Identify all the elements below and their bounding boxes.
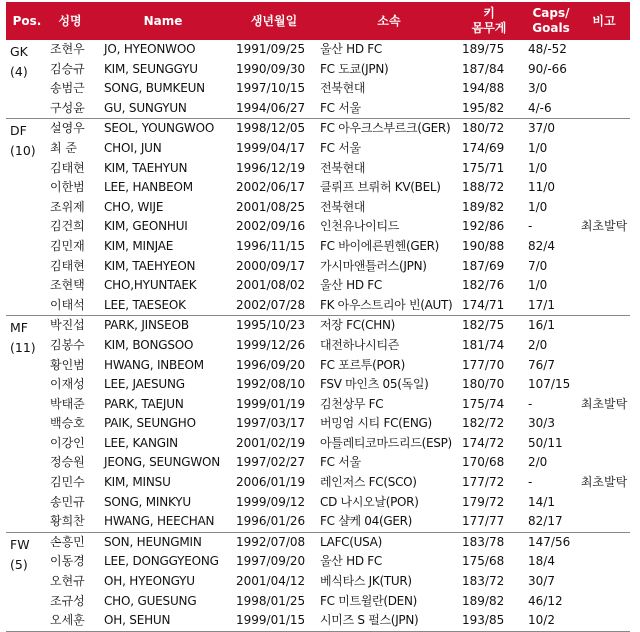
table-row <box>6 375 630 395</box>
player-height-weight: 187/84 <box>462 61 505 76</box>
player-dob: 2001/04/12 <box>236 574 306 589</box>
player-height-weight: 182/76 <box>462 278 505 293</box>
player-club: FC 바이에른뮌헨(GER) <box>320 238 440 253</box>
player-club: 대전하나시티즌 <box>320 337 400 352</box>
player-name-kr: 이동경 <box>50 554 85 569</box>
table-row <box>6 217 630 237</box>
player-caps-goals: 16/1 <box>528 318 555 333</box>
player-club: 울산 HD FC <box>320 42 382 56</box>
player-club: 가시마앤틀러스(JPN) <box>320 258 427 273</box>
player-caps-goals: 76/7 <box>528 357 555 372</box>
player-name-en: OH, HYEONGYU <box>104 574 195 589</box>
player-name-kr: 오현규 <box>50 574 85 589</box>
player-height-weight: 179/72 <box>462 494 505 509</box>
player-dob: 2006/01/19 <box>236 475 306 490</box>
player-club: FC 서울 <box>320 455 361 470</box>
table-row <box>6 257 630 277</box>
player-name-kr: 이한범 <box>50 180 85 195</box>
table-row <box>6 592 630 612</box>
header-club: 소속 <box>377 13 401 28</box>
player-name-kr: 이재성 <box>50 377 85 392</box>
player-height-weight: 175/71 <box>462 160 505 175</box>
player-height-weight: 181/74 <box>462 337 505 352</box>
player-height-weight: 189/75 <box>462 42 505 56</box>
table-row <box>6 276 630 296</box>
table-row <box>6 512 630 532</box>
player-name-en: KIM, MINJAE <box>104 238 174 253</box>
player-name-en: KIM, SEUNGGYU <box>104 61 198 76</box>
player-dob: 2001/08/02 <box>236 278 306 293</box>
player-name-kr: 구성윤 <box>50 100 85 115</box>
player-dob: 1998/12/05 <box>236 121 306 136</box>
player-name-en: KIM, TAEHYEON <box>104 258 196 273</box>
player-club: FC 포르투(POR) <box>320 357 405 372</box>
player-caps-goals: 7/0 <box>528 258 548 273</box>
player-dob: 2002/06/17 <box>236 180 306 195</box>
player-caps-goals: 30/3 <box>528 416 555 431</box>
player-name-en: JO, HYEONWOO <box>104 42 196 56</box>
table-row <box>6 533 630 553</box>
table-row <box>6 178 630 198</box>
table-header <box>6 2 630 40</box>
player-name-en: LEE, KANGIN <box>104 435 178 450</box>
player-name-kr: 김승규 <box>50 61 85 76</box>
player-note: 최초발탁 <box>580 219 628 234</box>
player-name-en: HWANG, HEECHAN <box>104 514 215 529</box>
player-height-weight: 193/85 <box>462 613 505 628</box>
position-group-gk <box>6 40 630 118</box>
player-caps-goals: 4/-6 <box>528 100 552 115</box>
player-name-en: KIM, BONGSOO <box>104 337 194 352</box>
player-name-en: LEE, DONGGYEONG <box>104 554 219 569</box>
table-row <box>6 434 630 454</box>
player-name-kr: 오세훈 <box>50 613 85 628</box>
player-caps-goals: 82/17 <box>528 514 563 529</box>
player-dob: 2002/09/16 <box>236 219 306 234</box>
player-height-weight: 188/72 <box>462 180 505 195</box>
player-club: 김천상무 FC <box>320 396 384 411</box>
player-caps-goals: 46/12 <box>528 593 563 608</box>
table-row <box>6 552 630 572</box>
player-dob: 1999/09/12 <box>236 494 306 509</box>
player-club: 울산 HD FC <box>320 554 382 569</box>
player-caps-goals: 14/1 <box>528 494 555 509</box>
player-caps-goals: 10/2 <box>528 613 555 628</box>
player-name-kr: 조위제 <box>50 199 85 214</box>
table-row <box>6 356 630 376</box>
player-height-weight: 182/75 <box>462 318 505 333</box>
table-row <box>6 139 630 159</box>
player-club: 베식타스 JK(TUR) <box>320 574 412 589</box>
player-club: 레인저스 FC(SCO) <box>320 475 417 490</box>
position-count: (11) <box>10 340 36 356</box>
player-caps-goals: 50/11 <box>528 435 563 450</box>
player-height-weight: 180/72 <box>462 121 505 136</box>
player-caps-goals: 17/1 <box>528 297 555 312</box>
header-pos: Pos. <box>12 13 42 28</box>
player-club: FC 샬케 04(GER) <box>320 514 413 529</box>
player-club: 클뤼프 브뤼허 KV(BEL) <box>320 180 441 195</box>
header-caps-label: Caps/ <box>532 6 570 20</box>
player-club: 전북현대 <box>320 199 366 214</box>
player-club: FC 미트윌란(DEN) <box>320 593 418 608</box>
player-dob: 2002/07/28 <box>236 297 306 312</box>
player-name-kr: 이태석 <box>50 297 85 312</box>
player-dob: 1996/12/19 <box>236 160 306 175</box>
player-name-en: LEE, JAESUNG <box>104 377 185 392</box>
player-club: 울산 HD FC <box>320 278 382 293</box>
player-name-en: CHO, GUESUNG <box>104 593 197 608</box>
player-club: 전북현대 <box>320 160 366 175</box>
player-dob: 1997/02/27 <box>236 455 306 470</box>
table-row <box>6 99 630 119</box>
player-dob: 1996/01/26 <box>236 514 306 529</box>
table-row <box>6 611 630 631</box>
player-dob: 1994/06/27 <box>236 100 306 115</box>
table-row <box>6 473 630 493</box>
player-club: FSV 마인츠 05(독일) <box>320 377 429 392</box>
player-dob: 1999/01/19 <box>236 396 306 411</box>
table-row <box>6 159 630 179</box>
player-height-weight: 182/72 <box>462 416 505 431</box>
player-name-en: KIM, GEONHUI <box>104 219 188 234</box>
header-weight-label: 몸무게 <box>471 21 507 35</box>
player-club: FC 서울 <box>320 140 361 155</box>
player-height-weight: 195/82 <box>462 100 505 115</box>
player-dob: 1996/09/20 <box>236 357 306 372</box>
table-row <box>6 119 630 139</box>
table-row <box>6 296 630 316</box>
player-dob: 1995/10/23 <box>236 318 306 333</box>
table-row <box>6 316 630 336</box>
player-club: LAFC(USA) <box>320 534 382 549</box>
player-name-en: SON, HEUNGMIN <box>104 534 202 549</box>
player-dob: 2000/09/17 <box>236 258 306 273</box>
player-name-kr: 박진섭 <box>50 318 85 333</box>
player-height-weight: 187/69 <box>462 258 505 273</box>
player-height-weight: 175/68 <box>462 554 505 569</box>
player-height-weight: 189/82 <box>462 199 505 214</box>
table-row <box>6 60 630 80</box>
player-club: 전북현대 <box>320 81 366 96</box>
player-name-kr: 정승원 <box>50 455 85 470</box>
position-group-df <box>6 118 630 315</box>
player-height-weight: 189/82 <box>462 593 505 608</box>
player-name-kr: 황인범 <box>50 357 85 372</box>
player-height-weight: 177/72 <box>462 475 505 490</box>
player-caps-goals: - <box>528 219 533 234</box>
player-name-kr: 조규성 <box>50 593 85 608</box>
player-caps-goals: 1/0 <box>528 140 548 155</box>
header-height-weight <box>458 2 520 40</box>
player-height-weight: 180/70 <box>462 377 505 392</box>
header-goals-label: Goals <box>532 21 570 35</box>
player-name-kr: 황희찬 <box>50 514 85 529</box>
player-name-en: KIM, MINSU <box>104 475 171 490</box>
position-group-mf <box>6 315 630 532</box>
player-club: FC 도쿄(JPN) <box>320 61 389 76</box>
position-group-fw <box>6 532 630 631</box>
player-name-en: SONG, BUMKEUN <box>104 81 205 96</box>
player-club: 버밍엄 시티 FC(ENG) <box>320 416 432 431</box>
table-row <box>6 395 630 415</box>
header-caps-goals <box>518 2 584 40</box>
player-name-kr: 설영우 <box>50 121 85 136</box>
table-row <box>6 336 630 356</box>
player-name-kr: 조현택 <box>50 278 85 293</box>
player-caps-goals: 11/0 <box>528 180 555 195</box>
player-height-weight: 177/70 <box>462 357 505 372</box>
player-height-weight: 174/69 <box>462 140 505 155</box>
player-name-kr: 송범근 <box>50 81 85 96</box>
table-row <box>6 237 630 257</box>
player-dob: 1999/01/15 <box>236 613 306 628</box>
player-dob: 1997/09/20 <box>236 554 306 569</box>
player-caps-goals: 90/-66 <box>528 61 567 76</box>
player-caps-goals: 1/0 <box>528 278 548 293</box>
player-name-kr: 박태준 <box>50 396 85 411</box>
player-caps-goals: 3/0 <box>528 81 548 96</box>
header-dob: 생년월일 <box>250 13 298 28</box>
player-caps-goals: 2/0 <box>528 337 548 352</box>
player-dob: 1997/03/17 <box>236 416 306 431</box>
player-caps-goals: 82/4 <box>528 238 555 253</box>
player-name-en: PARK, JINSEOB <box>104 318 189 333</box>
player-height-weight: 177/77 <box>462 514 505 529</box>
player-caps-goals: 48/-52 <box>528 42 567 56</box>
player-club: FC 아우크스부르크(GER) <box>320 121 451 136</box>
table-row <box>6 572 630 592</box>
position-count: (10) <box>10 143 36 159</box>
player-caps-goals: 2/0 <box>528 455 548 470</box>
player-name-en: CHO,HYUNTAEK <box>104 278 197 293</box>
player-height-weight: 194/88 <box>462 81 505 96</box>
table-body <box>6 40 630 631</box>
player-name-kr: 김민재 <box>50 238 85 253</box>
header-name-en: Name <box>143 13 183 28</box>
player-dob: 1998/01/25 <box>236 593 306 608</box>
player-dob: 1992/08/10 <box>236 377 306 392</box>
player-name-kr: 조현우 <box>50 42 85 56</box>
player-height-weight: 174/72 <box>462 435 505 450</box>
player-height-weight: 183/78 <box>462 534 505 549</box>
player-name-kr: 백승호 <box>50 416 85 431</box>
player-name-en: JEONG, SEUNGWON <box>104 455 221 470</box>
player-height-weight: 175/74 <box>462 396 505 411</box>
player-name-kr: 김태현 <box>50 258 85 273</box>
player-note: 최초발탁 <box>580 396 628 411</box>
player-name-en: LEE, HANBEOM <box>104 180 193 195</box>
player-name-kr: 이강인 <box>50 435 85 450</box>
table-row <box>6 493 630 513</box>
player-name-kr: 김봉수 <box>50 337 85 352</box>
position-code: FW <box>10 536 30 552</box>
table-row <box>6 414 630 434</box>
table-row <box>6 453 630 473</box>
player-dob: 1992/07/08 <box>236 534 306 549</box>
player-caps-goals: 1/0 <box>528 199 548 214</box>
player-club: 인천유나이티드 <box>320 219 400 234</box>
player-dob: 1999/04/17 <box>236 140 306 155</box>
player-caps-goals: 107/15 <box>528 377 571 392</box>
player-name-en: OH, SEHUN <box>104 613 171 628</box>
player-height-weight: 183/72 <box>462 574 505 589</box>
player-dob: 2001/02/19 <box>236 435 306 450</box>
position-count: (5) <box>10 556 28 572</box>
player-height-weight: 190/88 <box>462 238 505 253</box>
player-name-en: SEOL, YOUNGWOO <box>104 121 215 136</box>
player-club: CD 나시오날(POR) <box>320 494 419 509</box>
player-dob: 1991/09/25 <box>236 42 306 56</box>
player-name-en: KIM, TAEHYUN <box>104 160 188 175</box>
player-club: FK 아우스트리아 빈(AUT) <box>320 297 453 312</box>
header-note: 비고 <box>592 13 616 28</box>
player-club: 시미즈 S 펄스(JPN) <box>320 613 419 628</box>
player-name-en: CHOI, JUN <box>104 140 162 155</box>
player-name-kr: 김태현 <box>50 160 85 175</box>
player-height-weight: 170/68 <box>462 455 505 470</box>
player-dob: 1990/09/30 <box>236 61 306 76</box>
table-row <box>6 40 630 60</box>
player-name-en: GU, SUNGYUN <box>104 100 187 115</box>
player-dob: 1999/12/26 <box>236 337 306 352</box>
player-club: FC 서울 <box>320 100 361 115</box>
position-count: (4) <box>10 64 28 79</box>
position-code: DF <box>10 123 27 139</box>
position-code: GK <box>10 44 28 59</box>
player-name-en: PAIK, SEUNGHO <box>104 416 196 431</box>
player-name-en: PARK, TAEJUN <box>104 396 184 411</box>
player-caps-goals: 18/4 <box>528 554 555 569</box>
player-height-weight: 174/71 <box>462 297 505 312</box>
player-name-kr: 손흥민 <box>50 534 85 549</box>
player-name-en: LEE, TAESEOK <box>104 297 186 312</box>
header-name-kr: 성명 <box>58 13 82 28</box>
position-code: MF <box>10 320 28 336</box>
player-caps-goals: 30/7 <box>528 574 555 589</box>
player-name-kr: 김건희 <box>50 219 85 234</box>
player-club: 저장 FC(CHN) <box>320 318 396 333</box>
player-caps-goals: - <box>528 396 533 411</box>
player-dob: 1997/10/15 <box>236 81 306 96</box>
player-caps-goals: - <box>528 475 533 490</box>
player-name-kr: 최 준 <box>50 140 77 155</box>
player-caps-goals: 37/0 <box>528 121 555 136</box>
player-caps-goals: 147/56 <box>528 534 571 549</box>
player-name-en: SONG, MINKYU <box>104 494 191 509</box>
player-caps-goals: 1/0 <box>528 160 548 175</box>
header-height-label: 키 <box>483 6 495 20</box>
player-height-weight: 192/86 <box>462 219 505 234</box>
player-name-en: HWANG, INBEOM <box>104 357 204 372</box>
player-name-kr: 송민규 <box>50 494 85 509</box>
player-dob: 2001/08/25 <box>236 199 306 214</box>
player-note: 최초발탁 <box>580 475 628 490</box>
table-row <box>6 198 630 218</box>
player-dob: 1996/11/15 <box>236 238 306 253</box>
table-row <box>6 79 630 99</box>
player-name-en: CHO, WIJE <box>104 199 164 214</box>
player-name-kr: 김민수 <box>50 475 85 490</box>
roster-table <box>6 2 630 632</box>
player-club: 아틀레티코마드리드(ESP) <box>320 435 452 450</box>
